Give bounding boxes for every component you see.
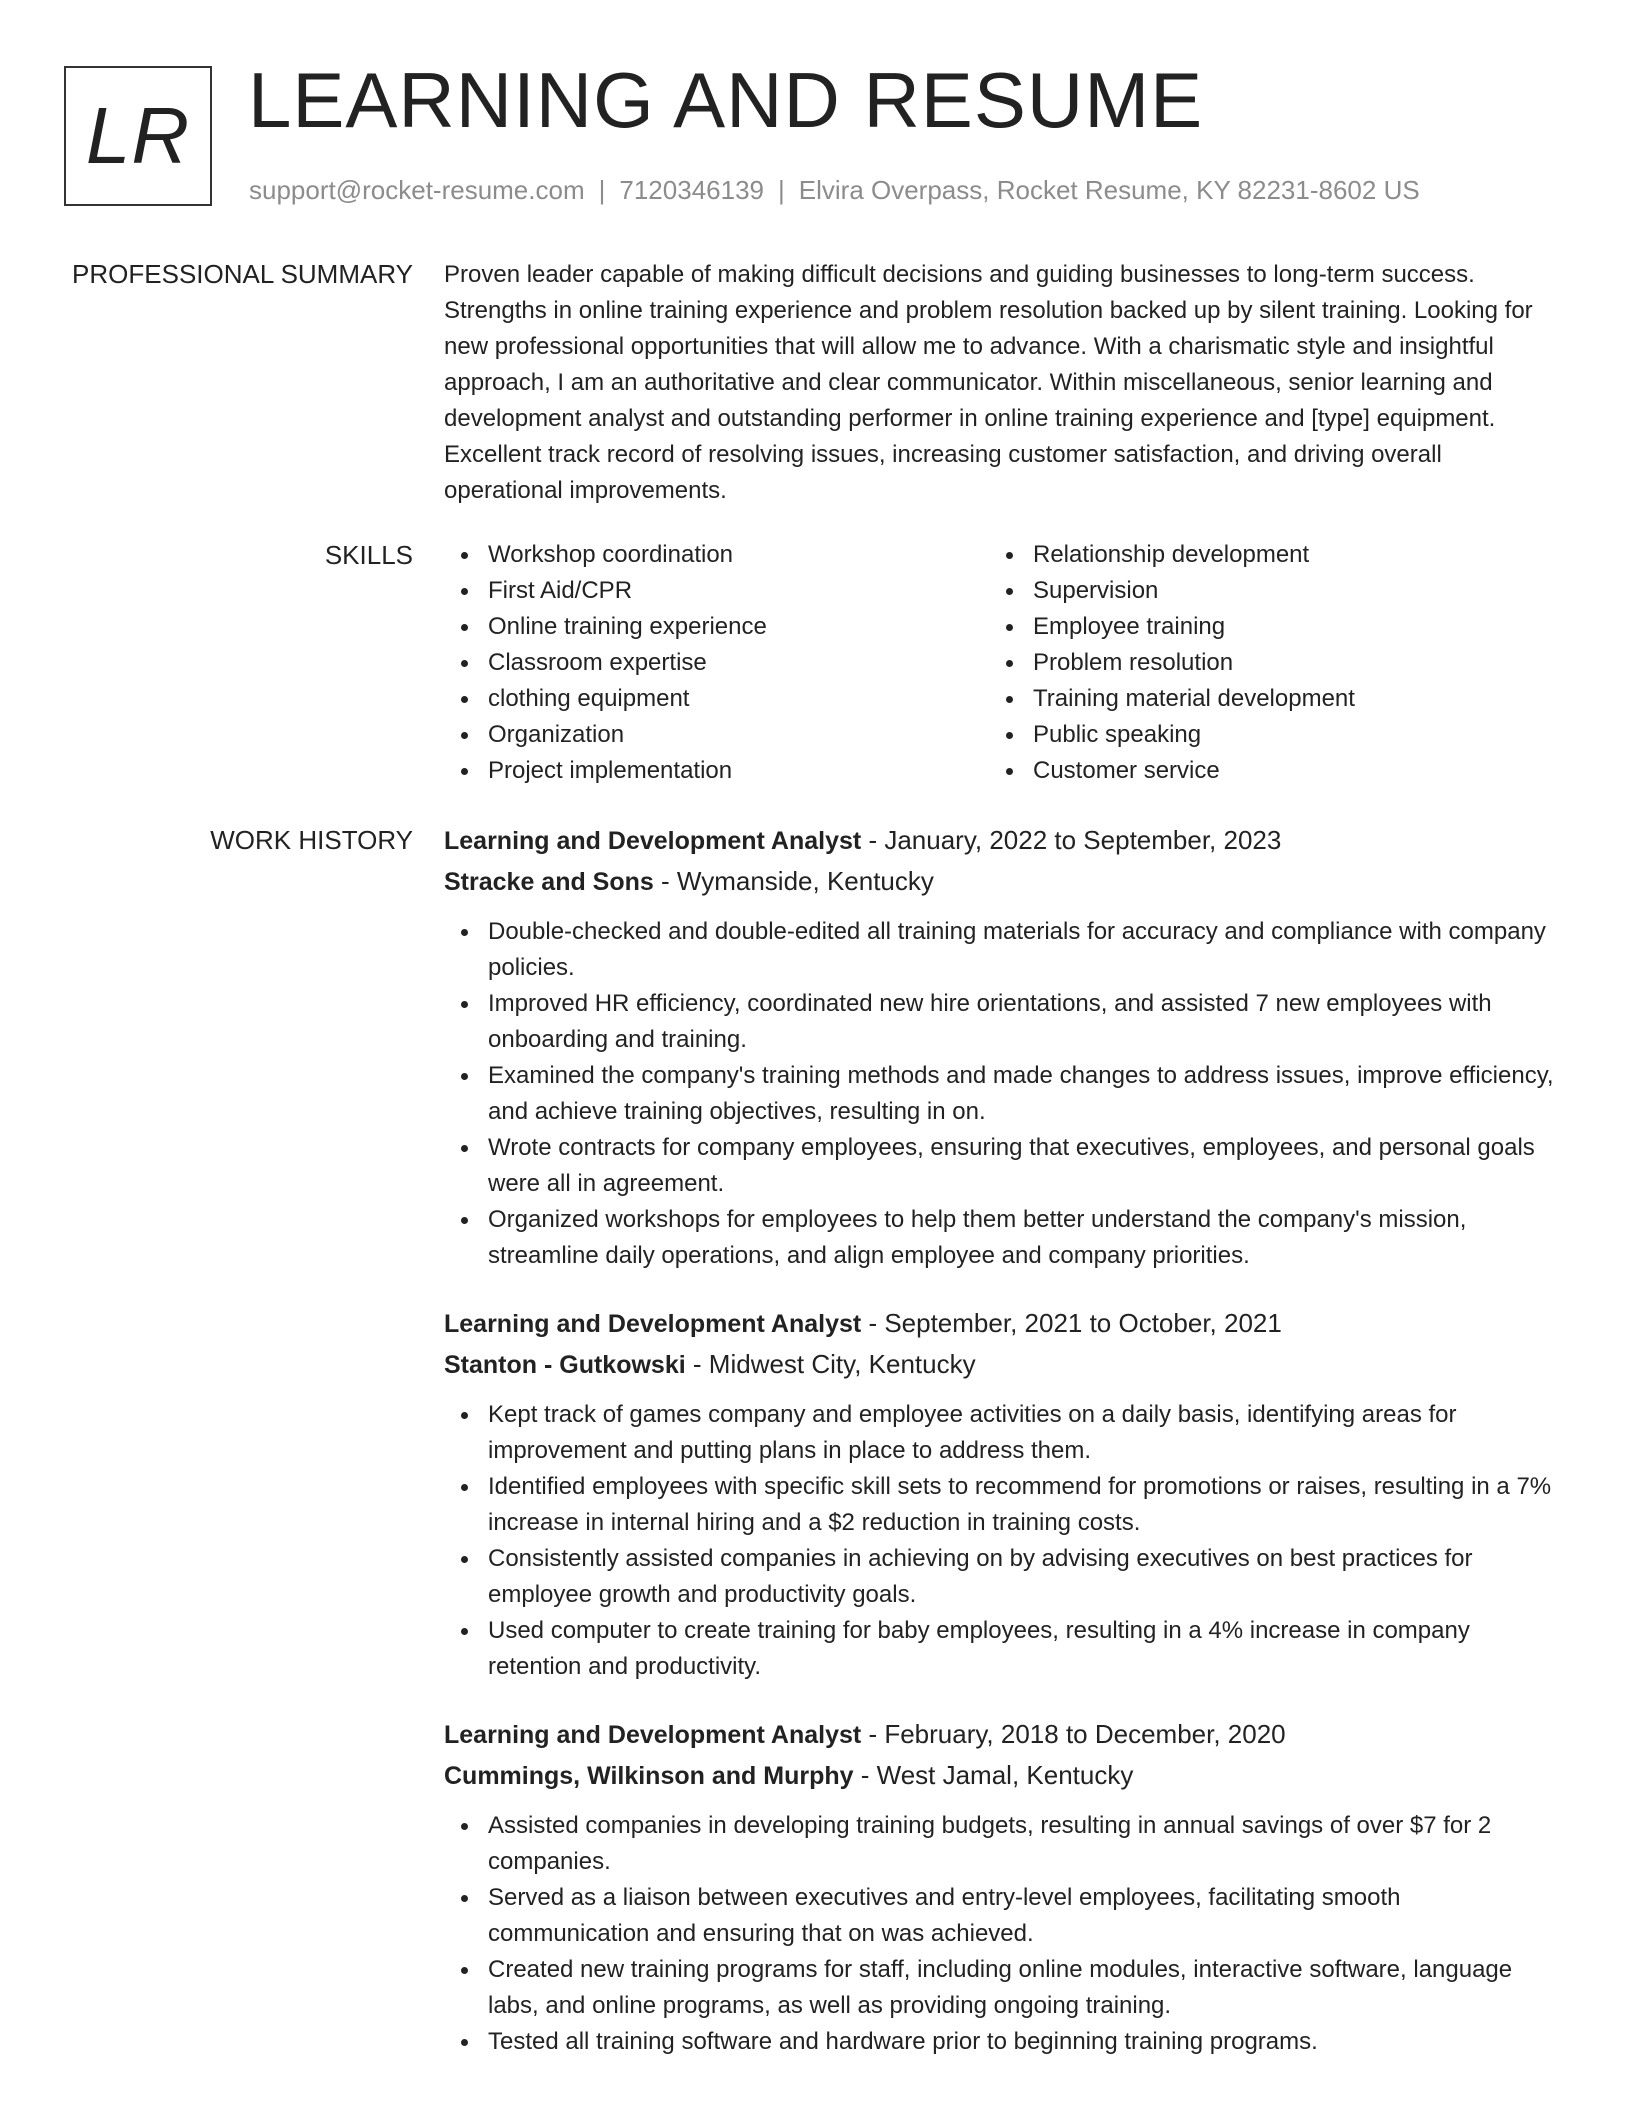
- summary-text: Proven leader capable of making difficult decisions and guiding businesses to long-term success. Strengths in online training experience and problem resolution backed up by silent training. Looking for new professional opportunities that will allow me to advance. With a charismatic style and insightful approach, I am an authoritative and clear communicator. Within miscellaneous, senior learning and development analyst and outstanding performer in online training experience and [type] equipment. Excellent track record of resolving issues, increasing customer satisfaction, and driving overall operational improvements.: [444, 261, 1533, 504]
- contact-separator: |: [778, 175, 785, 205]
- job-title: Learning and Development Analyst: [444, 827, 862, 855]
- job-title-line: [444, 1714, 1559, 1755]
- job-bullet: Identified employees with specific skill sets to recommend for promotions or raises, resulting in a 7% increase in internal hiring and a $2 reduction in training costs.: [444, 1469, 1559, 1541]
- job-bullet: Examined the company's training methods and made changes to address issues, improve efficiency, and achieve training objectives, resulting in on.: [444, 1058, 1559, 1130]
- job-dates: - September, 2021 to October, 2021: [861, 1308, 1282, 1338]
- job-bullet: Organized workshops for employees to help them better understand the company's mission, streamline daily operations, and align employee and company priorities.: [444, 1202, 1559, 1274]
- job-title-line: [444, 820, 1559, 861]
- skill-item: Relationship development: [989, 537, 1549, 573]
- job-location: - West Jamal, Kentucky: [853, 1760, 1134, 1790]
- resume-name: LEARNING AND RESUME: [248, 56, 1204, 144]
- job-bullets: [444, 914, 1559, 1274]
- job-bullet: Used computer to create training for baby employees, resulting in a 4% increase in company retention and productivity.: [444, 1613, 1559, 1685]
- job-location: - Midwest City, Kentucky: [685, 1349, 976, 1379]
- job-bullets: [444, 1808, 1559, 2060]
- job-title: Learning and Development Analyst: [444, 1721, 862, 1749]
- job-company-line: [444, 1344, 1559, 1385]
- skill-item: Problem resolution: [989, 645, 1549, 681]
- skill-item: Supervision: [989, 573, 1549, 609]
- contact-line: [249, 172, 1420, 208]
- job-entry: [444, 1714, 1559, 2060]
- skills-list-right: [989, 537, 1549, 789]
- job-bullet: Tested all training software and hardware prior to beginning training programs.: [444, 2024, 1559, 2060]
- job-entry: [444, 820, 1559, 1274]
- job-company-line: [444, 861, 1559, 902]
- job-company: Cummings, Wilkinson and Murphy: [444, 1762, 854, 1790]
- skill-item: Training material development: [989, 681, 1549, 717]
- job-bullet: Double-checked and double-edited all training materials for accuracy and compliance with company policies.: [444, 914, 1559, 986]
- job-company: Stracke and Sons: [444, 868, 654, 896]
- monogram-logo: [64, 66, 212, 206]
- job-bullet: Consistently assisted companies in achieving on by advising executives on best practices for employee growth and productivity goals.: [444, 1541, 1559, 1613]
- job-dates: - February, 2018 to December, 2020: [861, 1719, 1286, 1749]
- job-bullet: Served as a liaison between executives and entry-level employees, facilitating smooth communication and ensuring that on was achieved.: [444, 1880, 1559, 1952]
- skill-item: Classroom expertise: [444, 645, 984, 681]
- job-bullets: [444, 1397, 1559, 1685]
- job-bullet: Created new training programs for staff, including online modules, interactive software, language labs, and online programs, as well as providing ongoing training.: [444, 1952, 1559, 2024]
- job-dates: - January, 2022 to September, 2023: [861, 825, 1282, 855]
- skill-item: Employee training: [989, 609, 1549, 645]
- skill-item: clothing equipment: [444, 681, 984, 717]
- monogram-initials: LR: [85, 91, 191, 180]
- job-company: Stanton - Gutkowski: [444, 1351, 686, 1379]
- job-company-line: [444, 1755, 1559, 1796]
- job-bullet: Wrote contracts for company employees, ensuring that executives, employees, and personal goals were all in agreement.: [444, 1130, 1559, 1202]
- job-bullet: Improved HR efficiency, coordinated new hire orientations, and assisted 7 new employees with onboarding and training.: [444, 986, 1559, 1058]
- job-title: Learning and Development Analyst: [444, 1310, 862, 1338]
- contact-address: Elvira Overpass, Rocket Resume, KY 82231-8602 US: [798, 175, 1420, 205]
- skill-item: First Aid/CPR: [444, 573, 984, 609]
- skills-section: [444, 537, 1559, 797]
- skill-item: Public speaking: [989, 717, 1549, 753]
- contact-separator: |: [598, 175, 606, 205]
- skill-item: Organization: [444, 717, 984, 753]
- contact-email: support@rocket-resume.com: [249, 175, 585, 205]
- job-bullet: Assisted companies in developing training budgets, resulting in annual savings of over $7 for 2 companies.: [444, 1808, 1559, 1880]
- skills-list-left: [444, 537, 984, 789]
- work-history-heading: WORK HISTORY: [210, 825, 413, 855]
- summary-heading: PROFESSIONAL SUMMARY: [72, 259, 413, 289]
- skills-heading: SKILLS: [324, 540, 413, 570]
- skill-item: Customer service: [989, 753, 1549, 789]
- skill-item: Project implementation: [444, 753, 984, 789]
- job-title-line: [444, 1303, 1559, 1344]
- contact-phone: 7120346139: [619, 175, 764, 205]
- skill-item: Online training experience: [444, 609, 984, 645]
- job-bullet: Kept track of games company and employee activities on a daily basis, identifying areas for improvement and putting plans in place to address them.: [444, 1397, 1559, 1469]
- job-entry: [444, 1303, 1559, 1685]
- job-location: - Wymanside, Kentucky: [653, 866, 934, 896]
- skill-item: Workshop coordination: [444, 537, 984, 573]
